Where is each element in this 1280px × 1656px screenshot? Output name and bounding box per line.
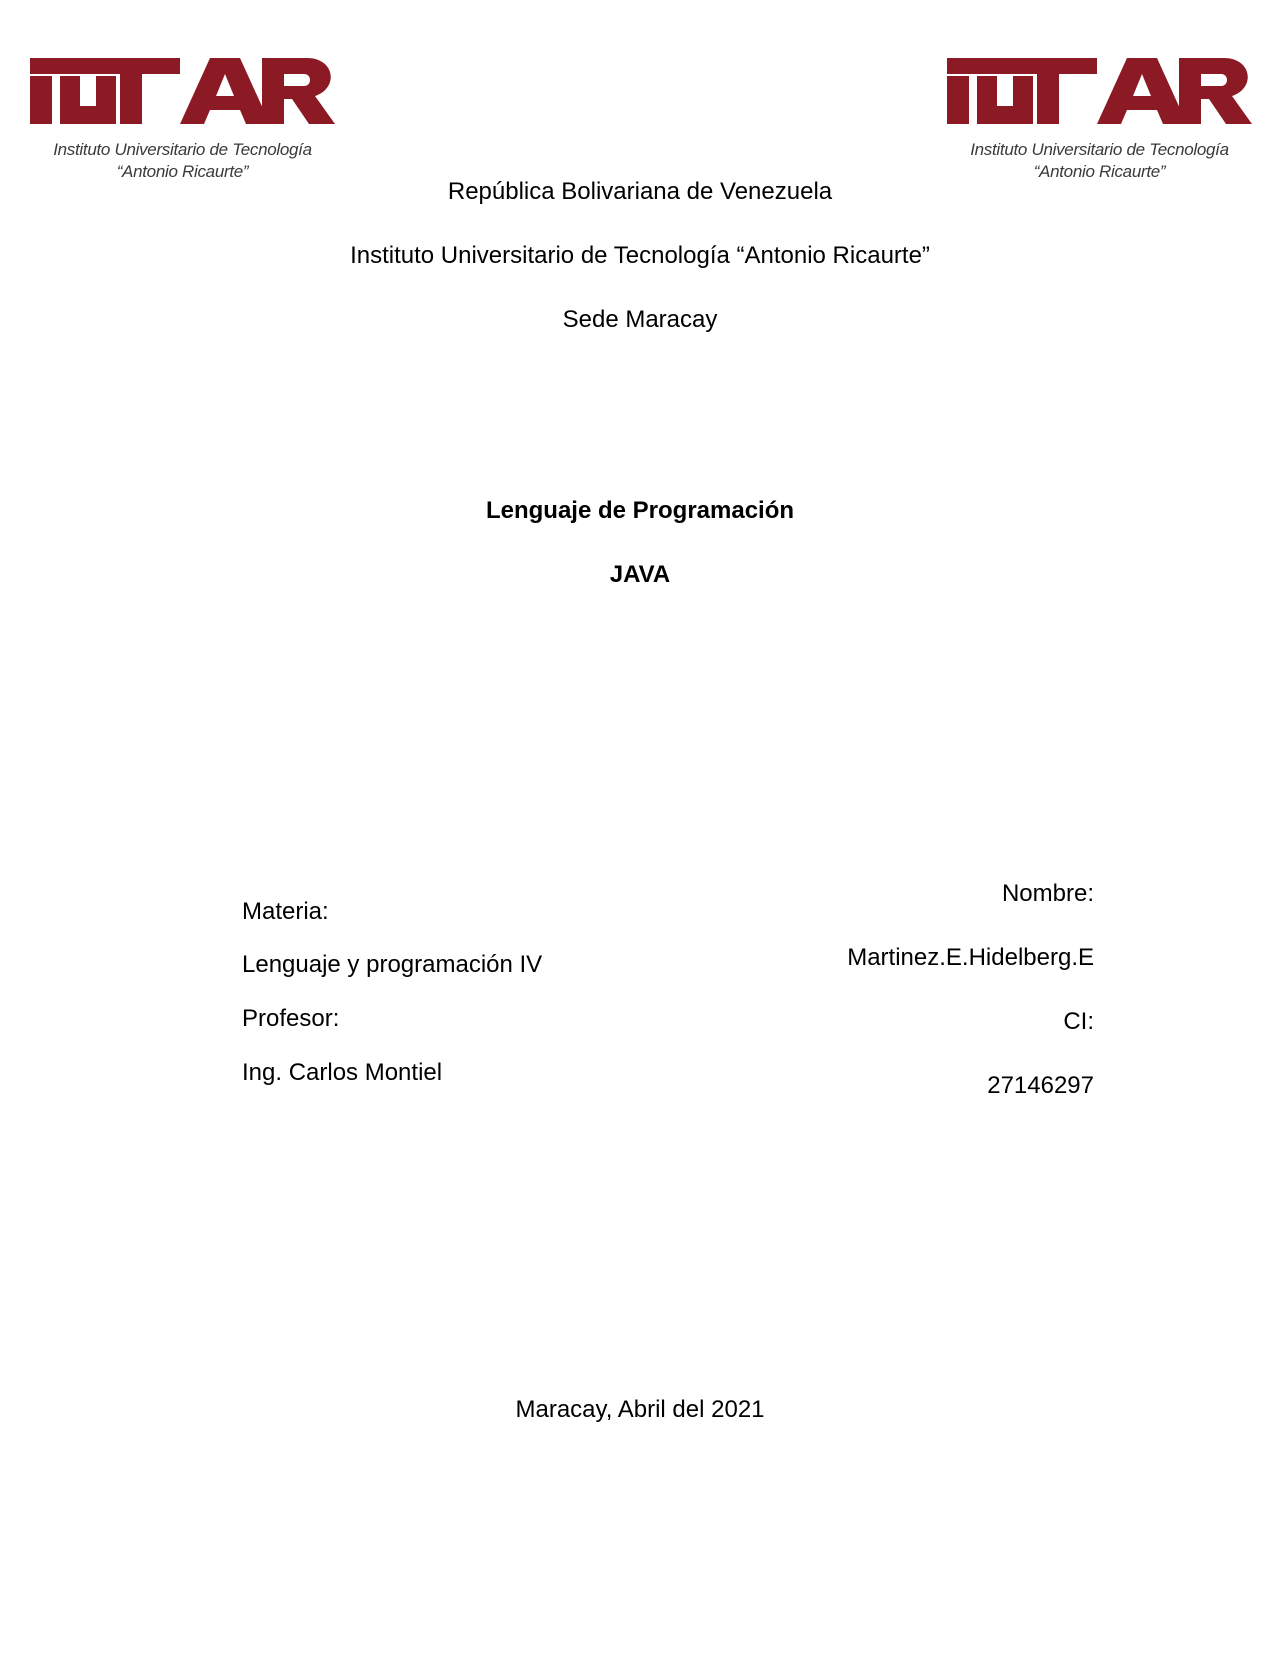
topic-title: JAVA xyxy=(609,561,671,588)
logo-subtitle-line2: “Antonio Ricaurte” xyxy=(1033,162,1166,181)
materia-value: Lenguaje y programación IV xyxy=(242,951,543,978)
nombre-value: Martinez.E.Hidelberg.E xyxy=(847,944,1094,971)
ci-value: 27146297 xyxy=(987,1072,1094,1099)
iutar-logo-mark xyxy=(30,58,335,128)
iutar-logo-mark xyxy=(947,58,1252,128)
logo-subtitle-line1: Instituto Universitario de Tecnología xyxy=(53,140,312,159)
materia-label: Materia: xyxy=(242,898,329,925)
iutar-logo-right xyxy=(947,58,1252,183)
country-line: República Bolivariana de Venezuela xyxy=(447,178,833,205)
place-date: Maracay, Abril del 2021 xyxy=(515,1396,765,1423)
logo-subtitle-line1: Instituto Universitario de Tecnología xyxy=(970,140,1229,159)
profesor-label: Profesor: xyxy=(242,1005,340,1032)
institute-line: Instituto Universitario de Tecnología “Antonio Ricaurte” xyxy=(350,242,930,269)
logo-subtitle-line2: “Antonio Ricaurte” xyxy=(116,162,249,181)
ci-label: CI: xyxy=(1063,1008,1094,1035)
campus-line: Sede Maracay xyxy=(562,306,718,333)
nombre-label: Nombre: xyxy=(1001,880,1094,907)
profesor-value: Ing. Carlos Montiel xyxy=(242,1059,443,1086)
iutar-logo-left xyxy=(30,58,335,183)
subject-title: Lenguaje de Programación xyxy=(485,497,795,524)
